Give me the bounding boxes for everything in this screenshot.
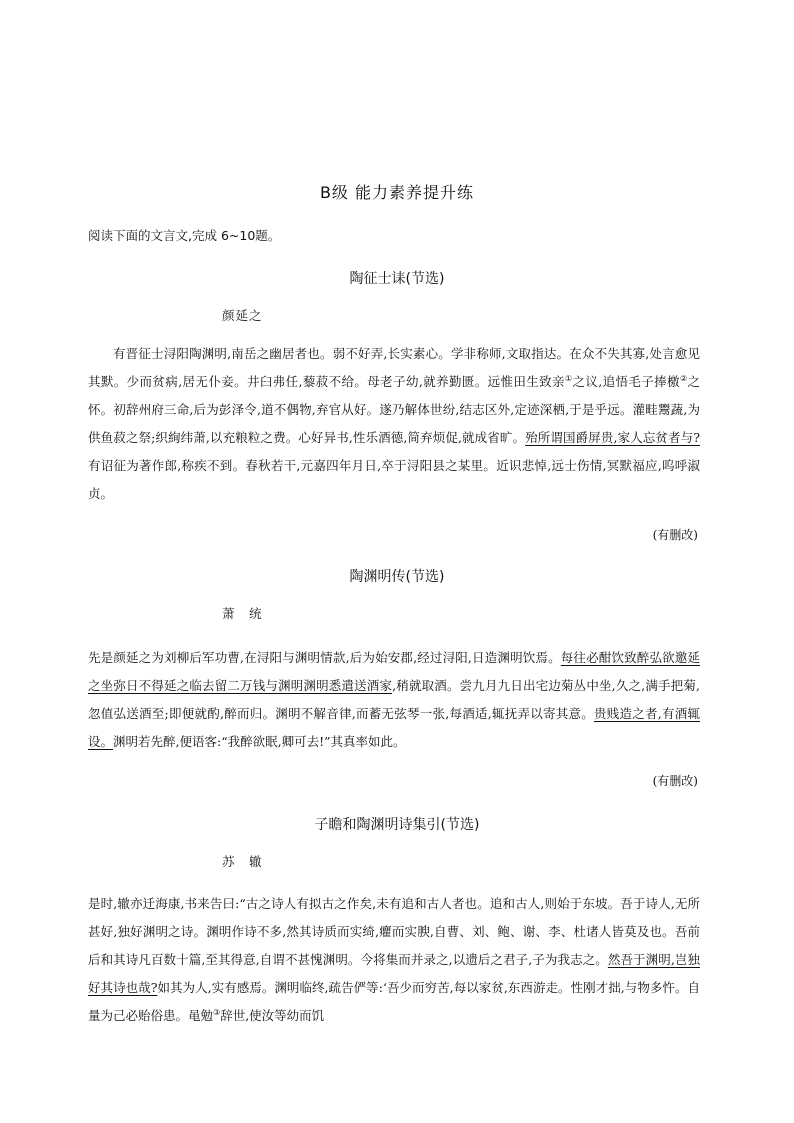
text1-part-b: 之议,追悟毛子捧檄: [572, 374, 680, 389]
text2-author: 萧 统: [222, 606, 263, 621]
text2-underlined-sentence-2: 贵贱造之者,有酒辄设。: [88, 706, 700, 749]
text3-underlined-sentence: 然吾于渊明,岂独好其诗也哉?: [88, 952, 700, 995]
text2-part-b: ,稍就取酒。尝九月九日出宅边菊丛中坐,久之,满手把菊,忽值弘送酒至;即便就酌,醉而归。渊明不解音律,而蓄无弦琴一张,每酒适,辄抚弄以寄其意。: [88, 678, 700, 721]
text2-paragraph: [88, 644, 700, 756]
text3-author: 苏 辙: [222, 854, 263, 869]
section-title: B级 能力素养提升练: [319, 183, 475, 202]
text2-underlined-sentence-1: 每往必酣饮致醉弘欲邀延之坐弥日不得延之临去留二万钱与渊明渊明悉遣送酒家: [88, 650, 700, 693]
text2-source-note: (有删改): [652, 774, 698, 788]
text1-source-note: (有删改): [652, 528, 698, 542]
text3-title: 子瞻和陶渊明诗集引(节选): [314, 817, 480, 833]
footnote-2-marker: ②: [679, 373, 688, 383]
text1-part-d: 有诏征为著作郎,称疾不到。春秋若干,元嘉四年月日,卒于浔阳县之某里。近识悲悼,远士伤情,冥默福应,呜呼淑贞。: [88, 458, 700, 501]
instruction: 阅读下面的文言文,完成 6~10题。: [88, 228, 281, 243]
footnote-3-marker: ③: [213, 1007, 221, 1017]
footnote-1-marker: ①: [564, 373, 573, 383]
text2-title: 陶渊明传(节选): [349, 569, 445, 585]
text1-author: 颜延之: [222, 308, 263, 323]
text1-title: 陶征士诔(节选): [349, 271, 445, 287]
text2-part-a: 先是颜延之为刘柳后军功曹,在浔阳与渊明情款,后为始安郡,经过浔阳,日造渊明饮焉。: [88, 650, 561, 665]
text3-part-b: 如其为人,实有感焉。渊明临终,疏告俨等:‘吾少而穷苦,每以家贫,东西游走。性刚才拙,与物多忤。自量为己必贻俗患。黾勉: [88, 980, 700, 1023]
text3-paragraph: [88, 890, 700, 1030]
text1-part-c: 之怀。初辞州府三命,后为彭泽令,道不偶物,弃官从好。遂乃解体世纷,结志区外,定迹深栖,于是乎远。灌畦鬻蔬,为供鱼菽之祭;织絢纬萧,以充粮粒之费。心好异书,性乐酒德,简弃烦促,就成省旷。: [88, 374, 701, 445]
text1-part-a: 有晋征士浔阳陶渊明,南岳之幽居者也。弱不好弄,长实素心。学非称师,文取指达。在众不失其寡,处言愈见其默。少而贫病,居无仆妾。井臼弗任,藜菽不给。母老子幼,就养勤匮。远惟田生致亲: [88, 346, 700, 389]
text3-part-a: 是时,辙亦迁海康,书来告曰:“古之诗人有拟古之作矣,未有追和古人者也。追和古人,则始于东坡。吾于诗人,无所甚好,独好渊明之诗。渊明作诗不多,然其诗质而实绮,癯而实腴,自曹、刘、鲍、谢、李、杜诸人皆莫及也。吾前后和其诗凡百数十篇,至其得意,自谓不甚愧渊明。今将集而并录之,以遗后之君子,子为我志之。: [88, 896, 700, 967]
text2-part-c: 渊明若先醉,便语客:“我醉欲眠,卿可去!”其真率如此。: [113, 734, 406, 749]
text1-paragraph: [88, 340, 700, 508]
text1-underlined-sentence: 殆所谓国爵屏贵,家人忘贫者与?: [525, 430, 700, 445]
text3-part-c: 辞世,使汝等幼而饥: [220, 1008, 325, 1023]
